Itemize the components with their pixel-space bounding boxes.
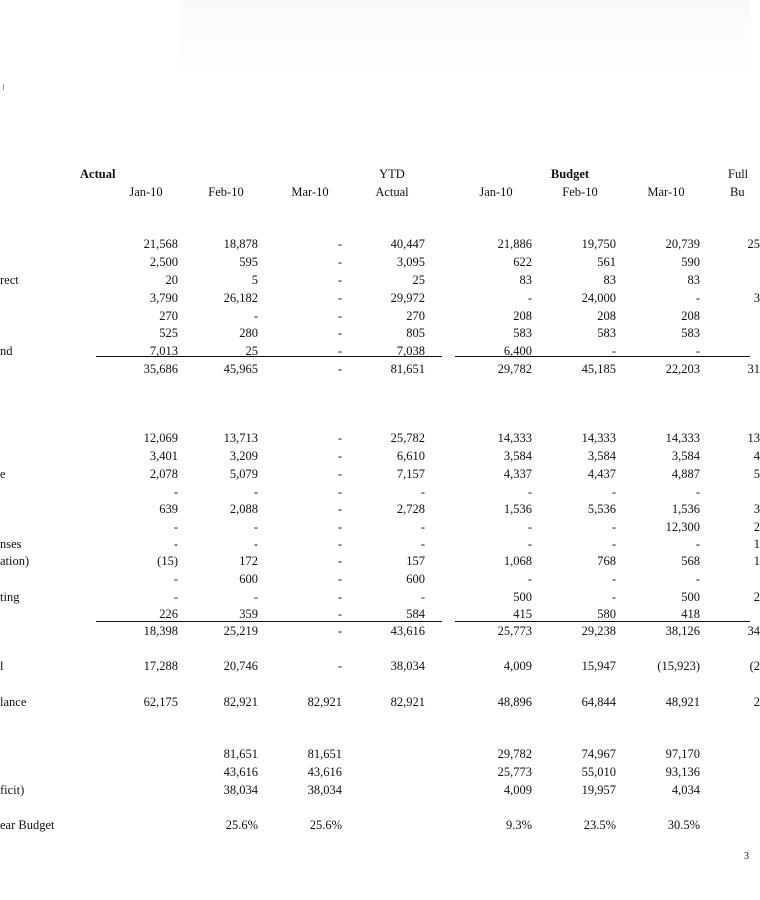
table-cell: 31: [747, 362, 760, 376]
table-cell: 561: [597, 255, 616, 269]
table-cell: 4,034: [671, 783, 700, 797]
table-cell: 25,219: [223, 624, 258, 638]
table-cell: 768: [597, 554, 616, 568]
table-cell: -: [527, 520, 532, 534]
table-cell: -: [611, 590, 616, 604]
row-label: ear Budget: [0, 818, 55, 832]
table-cell: -: [337, 624, 342, 638]
table-cell: -: [173, 537, 178, 551]
table-cell: 595: [239, 255, 258, 269]
row-label: rect: [0, 273, 19, 287]
table-cell: 12,069: [143, 431, 178, 445]
table-cell: 3,584: [503, 449, 532, 463]
table-cell: -: [611, 344, 616, 358]
table-cell: 1: [753, 537, 760, 551]
table-cell: 208: [597, 309, 616, 323]
table-cell: 2,078: [149, 467, 178, 481]
table-cell: 14,333: [497, 431, 532, 445]
table-cell: 500: [681, 590, 700, 604]
table-cell: 64,844: [581, 695, 616, 709]
full-year-header-bottom: Bu: [730, 185, 745, 199]
table-cell: -: [337, 344, 342, 358]
table-cell: 30.5%: [667, 818, 700, 832]
table-cell: 4,337: [503, 467, 532, 481]
table-cell: -: [695, 537, 700, 551]
table-cell: 6,400: [503, 344, 532, 358]
row-label: nd: [0, 344, 13, 358]
table-cell: -: [527, 537, 532, 551]
table-cell: 7,038: [396, 344, 425, 358]
table-cell: 48,896: [497, 695, 532, 709]
table-cell: 2: [753, 590, 760, 604]
table-cell: 24,000: [581, 291, 616, 305]
table-cell: -: [420, 537, 425, 551]
row-label: ting: [0, 590, 20, 604]
table-cell: 157: [406, 554, 425, 568]
table-cell: 21,886: [497, 237, 532, 251]
table-cell: -: [173, 590, 178, 604]
table-cell: 2,728: [396, 502, 425, 516]
table-cell: -: [695, 572, 700, 586]
row-label: ficit): [0, 783, 25, 797]
table-cell: 81,651: [223, 747, 258, 761]
table-cell: 22,203: [665, 362, 700, 376]
table-cell: 3,790: [149, 291, 178, 305]
table-cell: 172: [239, 554, 258, 568]
table-cell: 83: [603, 273, 616, 287]
table-cell: 43,616: [307, 765, 342, 779]
table-cell: 23.5%: [583, 818, 616, 832]
table-cell: (2: [749, 659, 760, 673]
table-cell: -: [527, 485, 532, 499]
page-number: 3: [744, 851, 749, 862]
table-cell: 2: [753, 520, 760, 534]
table-cell: -: [253, 309, 258, 323]
table-cell: 12,300: [665, 520, 700, 534]
table-cell: 19,750: [581, 237, 616, 251]
table-cell: 25: [412, 273, 425, 287]
col-header-budget-feb: Feb-10: [562, 185, 598, 199]
table-cell: 19,957: [581, 783, 616, 797]
table-cell: -: [611, 520, 616, 534]
table-cell: 45,965: [223, 362, 258, 376]
table-cell: -: [337, 520, 342, 534]
table-cell: 3,401: [149, 449, 178, 463]
table-cell: 226: [159, 607, 178, 621]
table-cell: 2,088: [229, 502, 258, 516]
table-cell: -: [337, 554, 342, 568]
table-cell: 600: [406, 572, 425, 586]
table-cell: 38,034: [223, 783, 258, 797]
table-cell: 6,610: [396, 449, 425, 463]
table-cell: -: [420, 520, 425, 534]
table-cell: -: [337, 291, 342, 305]
table-cell: 14,333: [581, 431, 616, 445]
table-cell: 29,782: [497, 747, 532, 761]
table-cell: 4,437: [587, 467, 616, 481]
table-cell: 3,095: [396, 255, 425, 269]
table-cell: -: [337, 502, 342, 516]
full-year-header-top: Full: [728, 167, 749, 181]
table-cell: -: [611, 572, 616, 586]
table-cell: -: [337, 572, 342, 586]
table-cell: 3: [753, 291, 760, 305]
table-cell: 25: [245, 344, 258, 358]
row-label: e: [0, 467, 6, 481]
table-cell: 2: [753, 695, 760, 709]
table-cell: -: [337, 326, 342, 340]
table-cell: -: [527, 291, 532, 305]
table-cell: 29,972: [390, 291, 425, 305]
table-cell: 270: [406, 309, 425, 323]
table-cell: -: [253, 520, 258, 534]
table-cell: 25: [747, 237, 760, 251]
table-cell: 5,079: [229, 467, 258, 481]
table-cell: -: [337, 449, 342, 463]
table-cell: 25,773: [497, 624, 532, 638]
table-cell: 590: [681, 255, 700, 269]
table-cell: 97,170: [665, 747, 700, 761]
row-label: ation): [0, 554, 30, 568]
table-cell: 25,773: [497, 765, 532, 779]
table-cell: 805: [406, 326, 425, 340]
table-cell: 4,887: [671, 467, 700, 481]
table-cell: 5: [753, 467, 760, 481]
table-cell: 93,136: [665, 765, 700, 779]
row-label: lance: [0, 695, 27, 709]
table-cell: 1: [753, 554, 760, 568]
table-cell: 5,536: [587, 502, 616, 516]
table-cell: 3: [753, 502, 760, 516]
table-cell: 20: [165, 273, 178, 287]
table-cell: -: [337, 273, 342, 287]
table-cell: -: [337, 590, 342, 604]
margin-mark: [0, 84, 4, 90]
table-cell: -: [337, 537, 342, 551]
table-cell: -: [695, 344, 700, 358]
table-cell: 81,651: [307, 747, 342, 761]
table-cell: -: [527, 572, 532, 586]
table-cell: 208: [681, 309, 700, 323]
table-cell: -: [337, 485, 342, 499]
table-cell: 35,686: [143, 362, 178, 376]
table-cell: 1,536: [671, 502, 700, 516]
table-cell: 3,584: [587, 449, 616, 463]
col-header-actual-mar: Mar-10: [291, 185, 329, 199]
table-cell: -: [420, 485, 425, 499]
table-cell: 4,009: [503, 659, 532, 673]
table-cell: 2,500: [149, 255, 178, 269]
table-cell: 584: [406, 607, 425, 621]
table-cell: 639: [159, 502, 178, 516]
table-cell: 15,947: [581, 659, 616, 673]
table-cell: -: [337, 467, 342, 481]
table-cell: -: [695, 485, 700, 499]
table-cell: 20,746: [223, 659, 258, 673]
table-cell: -: [337, 607, 342, 621]
table-cell: -: [611, 537, 616, 551]
table-cell: 583: [513, 326, 532, 340]
subtotal-rule-actual-2: [96, 621, 442, 622]
table-cell: -: [337, 362, 342, 376]
table-cell: -: [173, 520, 178, 534]
table-cell: 45,185: [581, 362, 616, 376]
table-cell: 1,068: [503, 554, 532, 568]
table-cell: 26,182: [223, 291, 258, 305]
table-cell: 83: [519, 273, 532, 287]
table-cell: 25.6%: [225, 818, 258, 832]
table-cell: 568: [681, 554, 700, 568]
table-cell: -: [173, 485, 178, 499]
table-cell: 38,034: [307, 783, 342, 797]
table-cell: -: [611, 485, 616, 499]
table-cell: 82,921: [307, 695, 342, 709]
table-cell: -: [420, 590, 425, 604]
row-label: nses: [0, 537, 22, 551]
table-cell: 4: [753, 449, 760, 463]
table-cell: 18,398: [143, 624, 178, 638]
table-cell: -: [337, 309, 342, 323]
actual-header: Actual: [80, 167, 116, 181]
table-cell: 3,584: [671, 449, 700, 463]
table-cell: 500: [513, 590, 532, 604]
table-cell: 418: [681, 607, 700, 621]
table-cell: 270: [159, 309, 178, 323]
table-cell: -: [695, 291, 700, 305]
table-cell: 74,967: [581, 747, 616, 761]
table-cell: 9.3%: [505, 818, 532, 832]
table-cell: 38,034: [390, 659, 425, 673]
table-cell: 17,288: [143, 659, 178, 673]
subtotal-rule-budget-2: [455, 621, 750, 622]
table-cell: 4,009: [503, 783, 532, 797]
table-cell: -: [253, 537, 258, 551]
table-cell: -: [253, 590, 258, 604]
table-cell: 359: [239, 607, 258, 621]
table-cell: 600: [239, 572, 258, 586]
budget-header: Budget: [550, 167, 590, 181]
scan-shading: [180, 0, 750, 80]
ytd-header-top: YTD: [379, 167, 405, 181]
table-cell: 20,739: [665, 237, 700, 251]
table-cell: -: [337, 255, 342, 269]
table-cell: 25,782: [390, 431, 425, 445]
table-cell: 82,921: [223, 695, 258, 709]
table-cell: 7,013: [149, 344, 178, 358]
table-cell: 81,651: [390, 362, 425, 376]
table-cell: 280: [239, 326, 258, 340]
table-cell: -: [337, 659, 342, 673]
ytd-header-bottom: Actual: [375, 185, 409, 199]
table-cell: 13: [747, 431, 760, 445]
table-cell: 18,878: [223, 237, 258, 251]
table-cell: 29,782: [497, 362, 532, 376]
table-cell: 34: [747, 624, 760, 638]
table-cell: 43,616: [223, 765, 258, 779]
table-cell: 82,921: [390, 695, 425, 709]
table-cell: -: [253, 485, 258, 499]
table-cell: 580: [597, 607, 616, 621]
col-header-budget-mar: Mar-10: [647, 185, 685, 199]
table-cell: 29,238: [581, 624, 616, 638]
table-cell: -: [173, 572, 178, 586]
table-cell: -: [337, 237, 342, 251]
table-cell: 55,010: [581, 765, 616, 779]
col-header-actual-jan: Jan-10: [129, 185, 163, 199]
col-header-actual-feb: Feb-10: [208, 185, 244, 199]
table-cell: 40,447: [390, 237, 425, 251]
table-cell: 25.6%: [309, 818, 342, 832]
table-cell: 415: [513, 607, 532, 621]
table-cell: 3,209: [229, 449, 258, 463]
table-cell: 5: [251, 273, 258, 287]
col-header-budget-jan: Jan-10: [479, 185, 513, 199]
table-cell: (15,923): [657, 659, 700, 673]
table-cell: 83: [687, 273, 700, 287]
table-cell: 48,921: [665, 695, 700, 709]
table-cell: 43,616: [390, 624, 425, 638]
table-cell: 7,157: [396, 467, 425, 481]
table-cell: 583: [681, 326, 700, 340]
table-cell: 38,126: [665, 624, 700, 638]
table-cell: 583: [597, 326, 616, 340]
table-cell: (15): [157, 554, 178, 568]
table-cell: 62,175: [143, 695, 178, 709]
table-cell: 1,536: [503, 502, 532, 516]
table-cell: 208: [513, 309, 532, 323]
table-cell: 14,333: [665, 431, 700, 445]
table-cell: 622: [513, 255, 532, 269]
table-cell: 21,568: [143, 237, 178, 251]
table-cell: -: [337, 431, 342, 445]
row-label: l: [0, 659, 4, 673]
table-cell: 13,713: [223, 431, 258, 445]
table-cell: 525: [159, 326, 178, 340]
